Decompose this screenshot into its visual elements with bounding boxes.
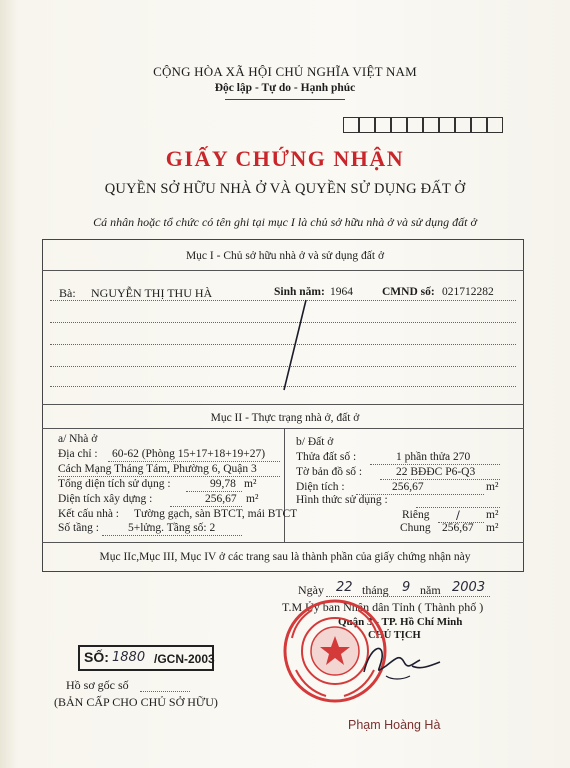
land-area-label: Diện tích : xyxy=(296,481,345,493)
copy-note: (BẢN CẤP CHO CHỦ SỞ HỮU) xyxy=(54,695,218,709)
district: Quận 3 - TP. Hồ Chí Minh xyxy=(338,616,463,628)
address-dots-1 xyxy=(108,461,280,462)
address-line-1: 60-62 (Phòng 15+17+18+19+27) xyxy=(112,448,266,460)
day-label: Ngày xyxy=(298,583,324,597)
section2-heading: Mục II - Thực trạng nhà ở, đất ở xyxy=(210,412,360,424)
section2-column-divider xyxy=(284,428,285,542)
land-area-unit: m² xyxy=(486,481,499,493)
address-label: Địa chỉ : xyxy=(58,448,98,460)
use-area-dots xyxy=(186,491,242,492)
document-title: GIẤY CHỨNG NHẬN xyxy=(165,146,405,171)
serial-number: 1880 xyxy=(112,650,146,665)
section2-bottom-divider xyxy=(42,542,524,543)
map-value: 22 BĐĐC P6-Q3 xyxy=(396,466,476,478)
build-area-dots xyxy=(170,506,242,507)
authority: T.M Ủy ban Nhân dân Tỉnh ( Thành phố ) xyxy=(282,600,484,614)
floors-value: 5+lửng. Tầng số: 2 xyxy=(128,522,216,534)
serial-label: SỐ: xyxy=(84,649,109,665)
build-area-unit: m² xyxy=(246,493,259,505)
month-label: tháng xyxy=(362,583,389,597)
shared-value: 256,67 xyxy=(442,522,474,534)
structure-label: Kết cấu nhà : xyxy=(58,508,119,520)
document-subtitle: QUYỀN SỞ HỮU NHÀ Ở VÀ QUYỀN SỬ DỤNG ĐẤT Ở xyxy=(104,181,466,197)
birth-label: Sinh năm: xyxy=(274,286,325,298)
house-label: a/ Nhà ở xyxy=(58,433,98,445)
serial-suffix: /GCN-2003 xyxy=(154,652,215,666)
address-dots-2 xyxy=(58,476,280,477)
floors-dots xyxy=(102,535,242,536)
day-value: 22 xyxy=(336,580,353,595)
cancel-stroke xyxy=(280,298,310,392)
plot-value: 1 phần thửa 270 xyxy=(396,451,471,463)
shared-label: Chung xyxy=(400,522,431,534)
plot-dots xyxy=(370,464,500,465)
intro-text: Cá nhân hoặc tổ chức có tên ghi tại mục I là chủ sở hữu nhà ở và sử dụng đất ở xyxy=(93,215,477,229)
continuation-note: Mục IIc,Mục III, Mục IV ở các trang sau là thành phần của giấy chứng nhận này xyxy=(99,551,471,563)
signature-icon xyxy=(356,636,446,684)
use-area-label: Tổng diện tích sử dụng : xyxy=(58,478,171,490)
private-value: / xyxy=(456,508,460,522)
motto: Độc lập - Tự do - Hạnh phúc xyxy=(214,82,356,94)
section1-divider xyxy=(42,270,524,271)
floors-label: Số tầng : xyxy=(58,522,99,534)
build-area-value: 256,67 xyxy=(205,493,237,505)
private-label: Riêng xyxy=(402,509,430,521)
id-number: 021712282 xyxy=(442,286,494,298)
birth-year: 1964 xyxy=(330,286,353,298)
original-file-label: Hồ sơ gốc số xyxy=(66,678,129,692)
address-line-2: Cách Mạng Tháng Tám, Phường 6, Quận 3 xyxy=(58,463,257,475)
use-area-unit: m² xyxy=(244,478,257,490)
land-label: b/ Đất ở xyxy=(296,436,334,448)
map-dots xyxy=(380,479,500,480)
shared-unit: m² xyxy=(486,522,499,534)
private-unit: m² xyxy=(486,509,499,521)
structure-value: Tường gạch, sàn BTCT, mái BTCT xyxy=(134,508,298,520)
plot-label: Thửa đất số : xyxy=(296,451,357,463)
section2-top-divider xyxy=(42,404,524,405)
nation-header: CỘNG HÒA XÃ HỘI CHỦ NGHĨA VIỆT NAM xyxy=(153,64,417,79)
owner-prefix: Bà: xyxy=(59,286,76,300)
original-file-dots xyxy=(140,691,190,692)
build-area-label: Diện tích xây dựng : xyxy=(58,493,153,505)
year-label: năm xyxy=(420,583,441,597)
year-value: 2003 xyxy=(452,580,486,595)
signer-name: Phạm Hoàng Hà xyxy=(348,718,441,732)
motto-underline xyxy=(225,99,345,100)
section1-heading: Mục I - Chủ sở hữu nhà ở và sử dụng đất ở xyxy=(185,250,385,262)
role: CHỦ TỊCH xyxy=(368,630,421,641)
use-area-value: 99,78 xyxy=(210,478,236,490)
section2-divider xyxy=(42,428,524,429)
land-area-value: 256,67 xyxy=(392,481,424,493)
map-label: Tờ bản đồ số : xyxy=(296,466,363,478)
month-value: 9 xyxy=(402,580,411,595)
date-dots xyxy=(326,596,490,597)
owner-name: NGUYỄN THỊ THU HÀ xyxy=(91,286,213,300)
usage-label: Hình thức sử dụng : xyxy=(296,494,388,506)
id-label: CMND số: xyxy=(382,286,435,298)
